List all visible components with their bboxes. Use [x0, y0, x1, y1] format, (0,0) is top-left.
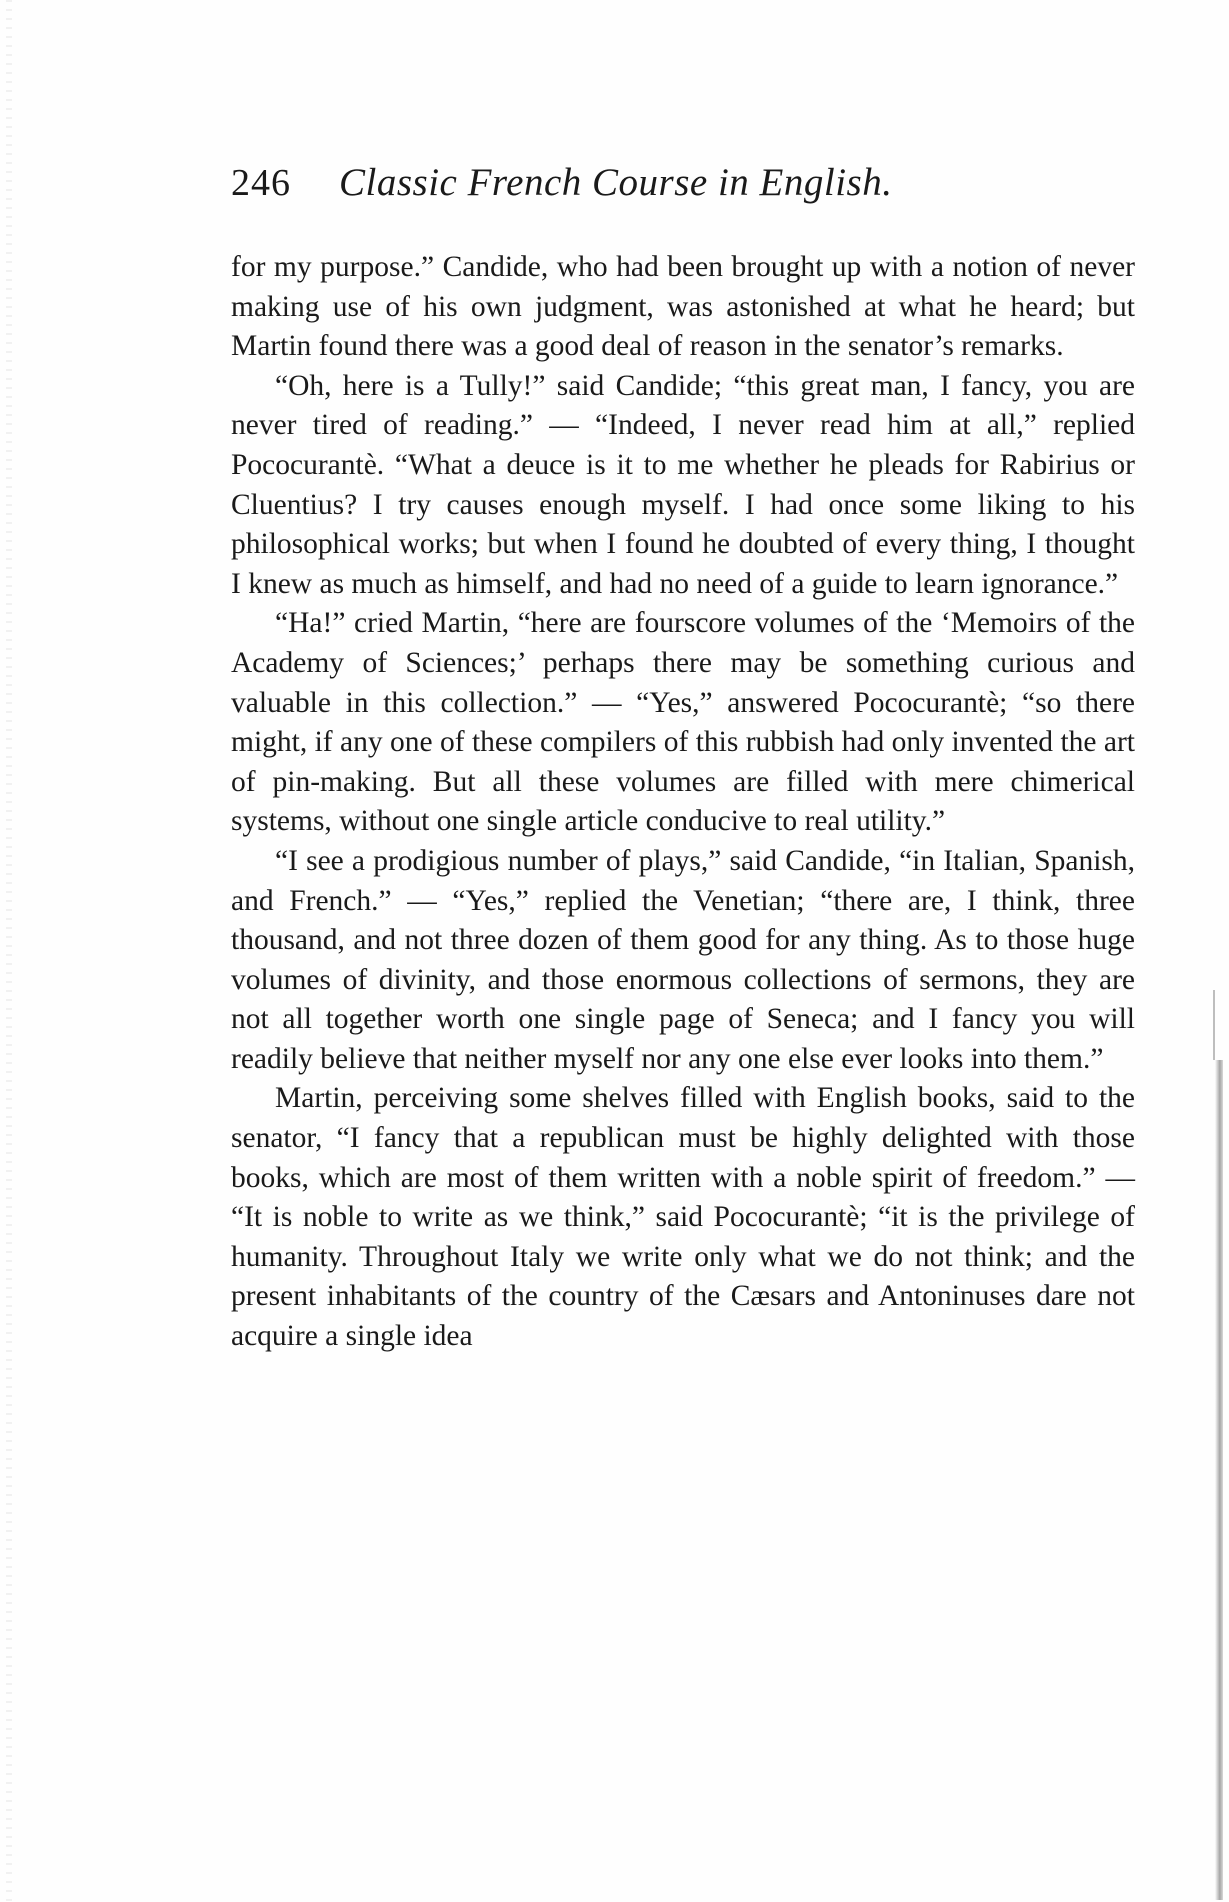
scan-edge-right-mark [1213, 990, 1215, 1060]
scan-edge-left [6, 0, 12, 1902]
paragraph: Martin, perceiving some shelves filled with English books, said to the senator, “I fancy that a republican must be highly delighted with those books, which are most of them written with a noble spirit of freedom.” — “It is noble to write as we think,” said Pococurantè; “it is the privilege of humanity. Throughout Italy we write only what we do not think; and the present inhabitants of the country of the Cæsars and Antoninuses dare not acquire a single idea [231, 1082, 1135, 1353]
running-title: Classic French Course in English. [339, 161, 893, 204]
paragraph-continuation: for my purpose.” Candide, who had been brought up with a notion of never making use of his own judgment, was astonished at what he heard; but Martin found there was a good deal of reason in the senator’s remarks. [231, 251, 1135, 363]
paragraph: “Ha!” cried Martin, “here are fourscore volumes of the ‘Memoirs of the Academy of Sciences;’ perhaps there may be something curious and valuable in this collection.” — “Yes,” answered Pococurantè; “so there might, if any one of these compilers of this rubbish had only invented the art of pin-making. But all these volumes are filled with mere chimerical systems, without one single article conducive to real utility.” [231, 607, 1135, 838]
paragraph: “I see a prodigious number of plays,” said Candide, “in Italian, Spanish, and French.” — “Yes,” replied the Venetian; “there are, I think, three thousand, and not three dozen of them good for any thing. As to those huge volumes of divinity, and those enormous collections of sermons, they are not all together worth one single page of Seneca; and I fancy you will readily believe that neither myself nor any one else ever looks into them.” [231, 844, 1135, 1075]
page-number: 246 [231, 162, 291, 204]
scan-edge-right [1215, 1060, 1223, 1900]
body-text [231, 248, 1135, 1357]
paragraph: “Oh, here is a Tully!” said Candide; “this great man, I fancy, you are never tired of reading.” — “Indeed, I never read him at all,” replied Pococurantè. “What a deuce is it to me whether he pleads for Rabirius or Cluentius? I try causes enough myself. I had once some liking to his philosophical works; but when I found he doubted of every thing, I thought I knew as much as himself, and had no need of a guide to learn ignorance.” [231, 369, 1135, 600]
running-header [231, 160, 1071, 220]
